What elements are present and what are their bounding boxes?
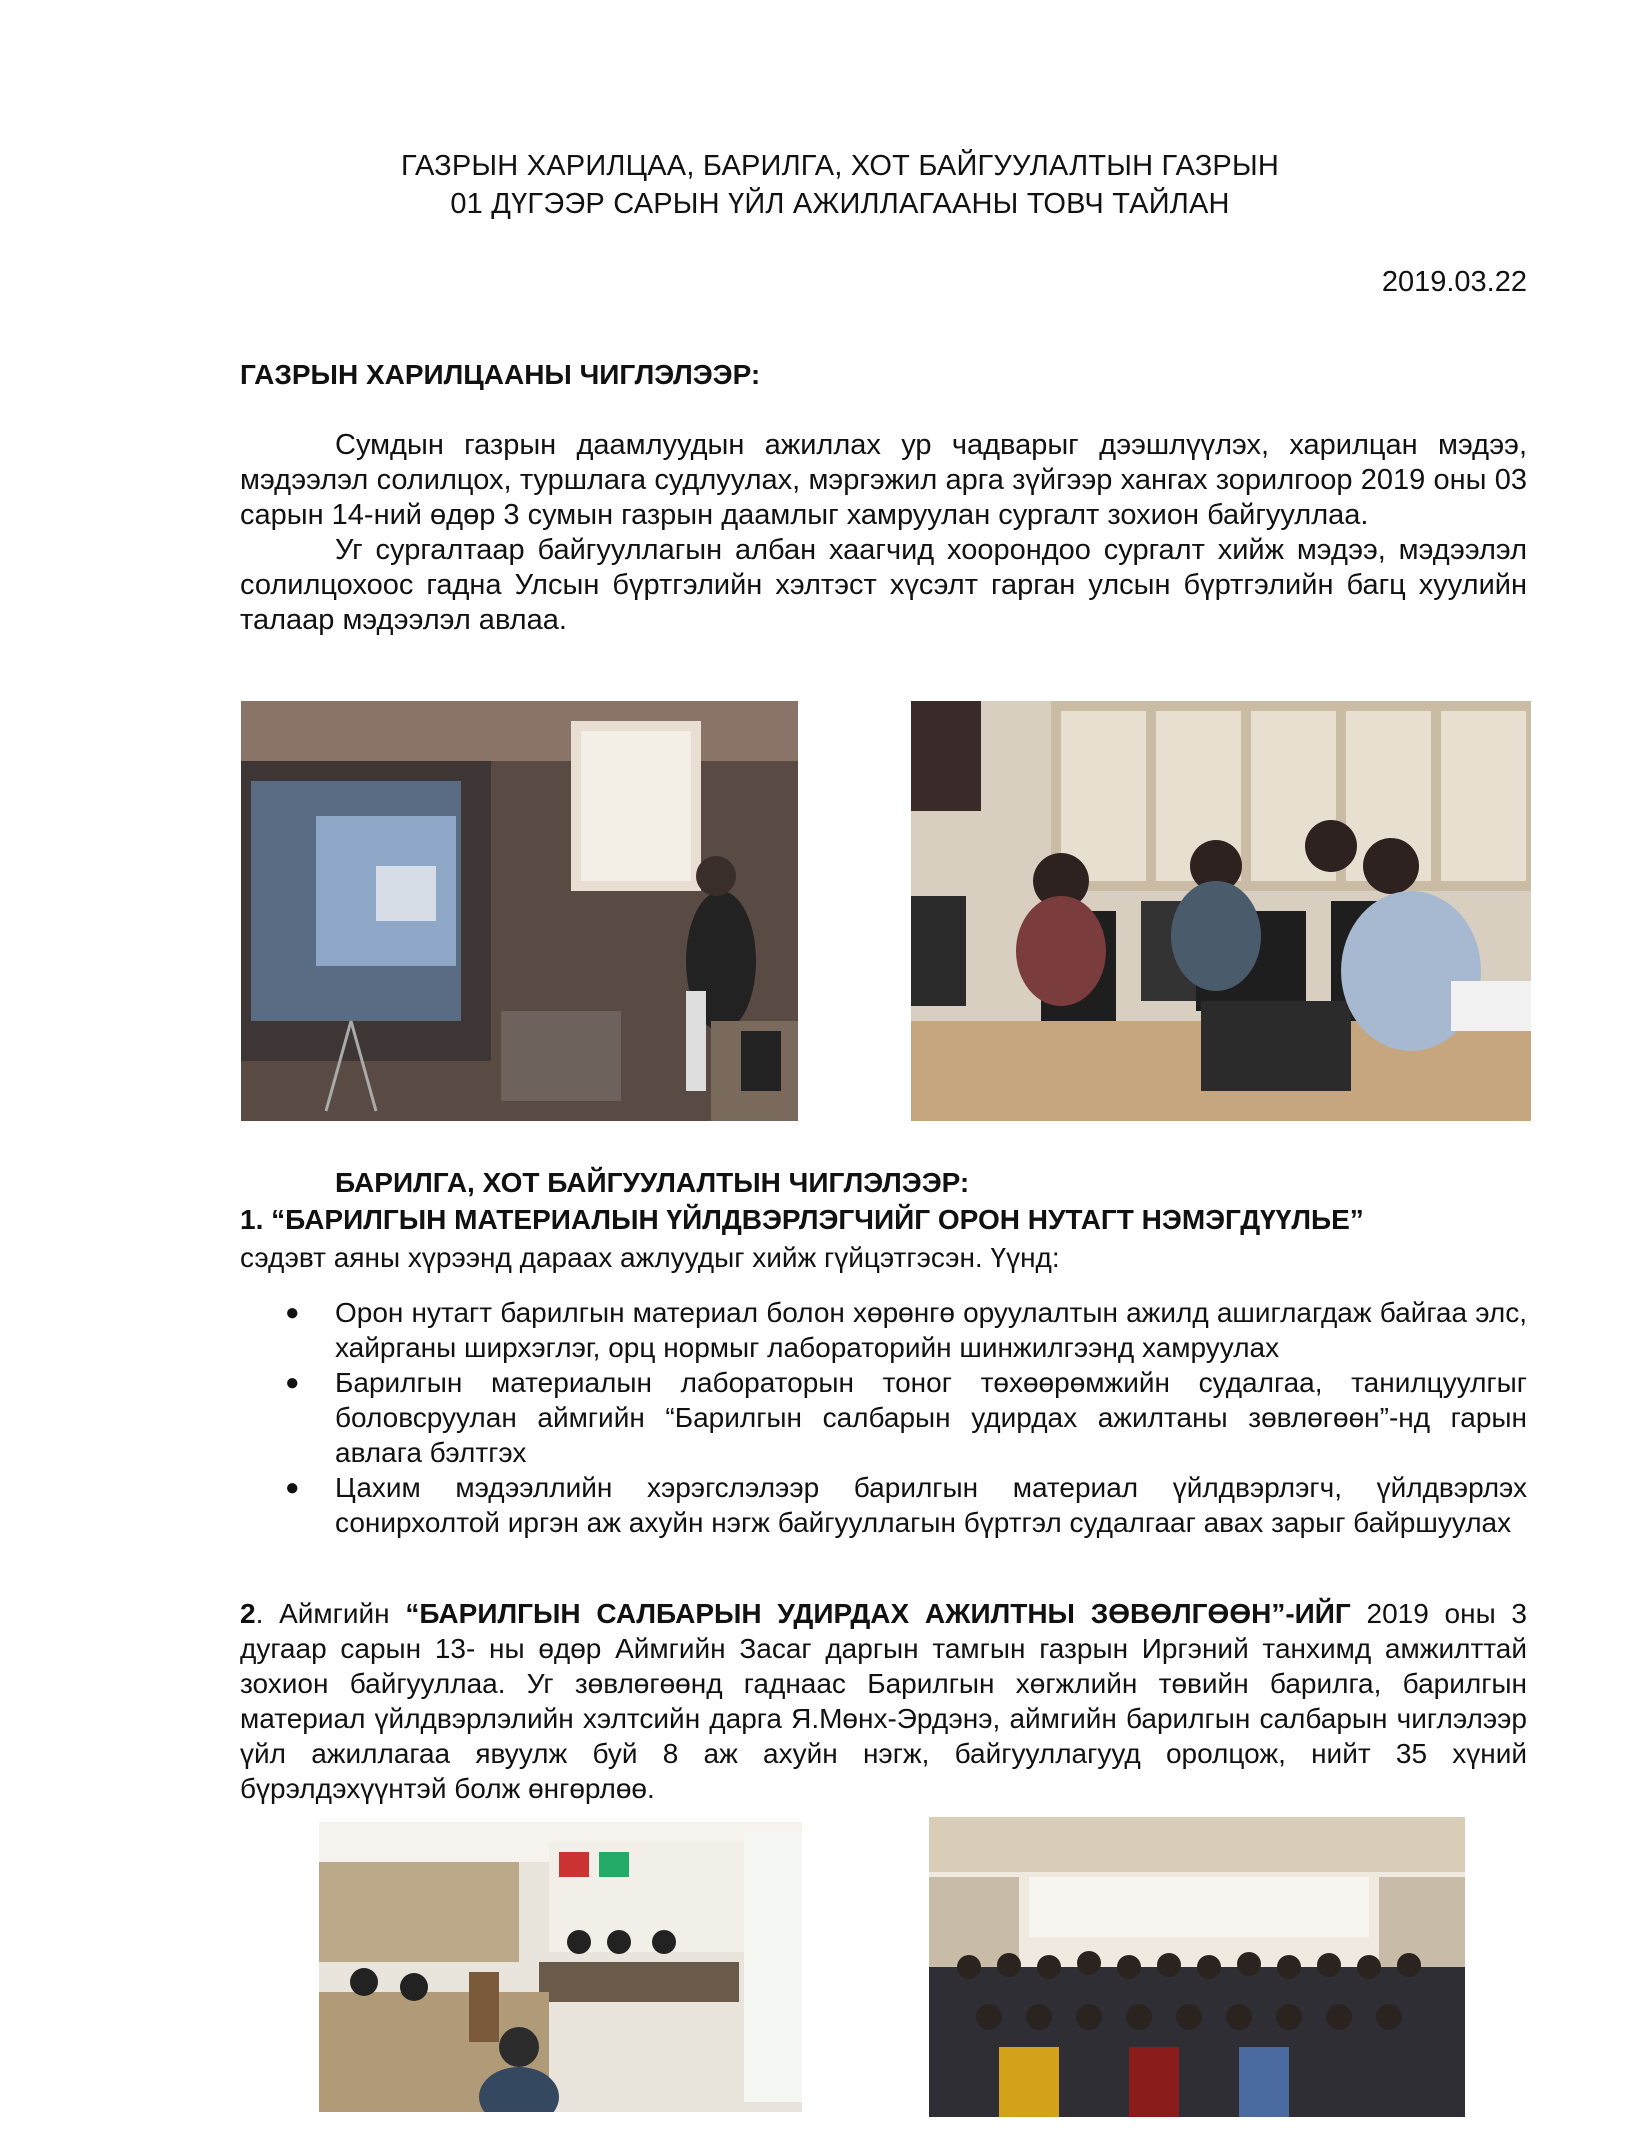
- item-1-title: 1. “БАРИЛГЫН МАТЕРИАЛЫН ҮЙЛДВЭРЛЭГЧИЙГ ОРОН НУТАГТ НЭМЭГДҮҮЛЬЕ”: [240, 1204, 1364, 1235]
- item-2-paragraph: [240, 1596, 1527, 1806]
- construction-section-heading: БАРИЛГА, ХОТ БАЙГУУЛАЛТЫН ЧИГЛЭЛЭЭР:: [335, 1167, 970, 1198]
- conference-hall-photo: [319, 1822, 802, 2112]
- item-2-number: 2: [240, 1598, 256, 1629]
- bullet-icon: ●: [285, 1369, 300, 1396]
- report-date: 2019.03.22: [1381, 266, 1527, 298]
- list-item: ● Орон нутагт барилгын материал болон хөрөнгө оруулалтын ажилд ашиглагдаж байгаа элс, хайрганы ширхэглэг, орц нормыг лабораторийн шинжилгээнд хамруулах: [285, 1297, 1527, 1363]
- bullet-icon: ●: [285, 1299, 300, 1326]
- item-2-prefix: . Аймгийн: [255, 1598, 406, 1629]
- computer-training-photo-icon: [911, 701, 1531, 1121]
- group-photo-icon: [929, 1817, 1465, 2117]
- conference-hall-photo-icon: [319, 1822, 802, 2112]
- list-item: ● Барилгын материалын лабораторын тоног төхөөрөмжийн судалгаа, танилцуулгыг боловсруулан аймгийн “Барилгын салбарын удирдах ажилтаны зөвлөгөөн”-нд гарын авлага бэлтгэх: [285, 1367, 1527, 1468]
- item-1-bullet-list: [240, 1295, 1527, 1540]
- computer-training-photo: [911, 701, 1531, 1121]
- report-title: [240, 147, 1440, 223]
- land-paragraph-1: Сумдын газрын даамлуудын ажиллах ур чадварыг дээшлүүлэх, харилцан мэдээ, мэдээлэл солилцох, туршлага судлуулах, мэргэжил арга зүйгээр хангах зорилгоор 2019 оны 03 сарын 14-ний өдөр 3 сумын газрын даамлыг хамруулан сургалт зохион байгууллаа.: [240, 429, 1527, 531]
- item-2-body: 2019 оны 3 дугаар сарын 13- ны өдөр Аймгийн Засаг даргын тамгын газрын Иргэний танхимд амжилттай зохион байгууллаа. Уг зөвлөгөөнд гаднаас Барилгын хөгжлийн төвийн барилга, барилгын материал үйлдвэрлэлийн хэлтсийн дарга Я.Мөнх-Эрдэнэ, аймгийн барилгын салбарын чиглэлээр үйл ажиллагаа явуулж буй 8 аж ахуйн нэгж, байгууллагууд оролцож, нийт 35 хүний бүрэлдэхүүнтэй болж өнгөрлөө.: [240, 1598, 1527, 1804]
- item-1-subtitle: сэдэвт аяны хүрээнд дараах ажлуудыг хийж гүйцэтгэсэн. Үүнд:: [240, 1242, 1060, 1273]
- land-paragraph-2: Уг сургалтаар байгууллагын албан хаагчид хоорондоо сургалт хийж мэдээ, мэдээлэл солилцохоос гадна Улсын бүртгэлийн хэлтэст хүсэлт гарган улсын бүртгэлийн багц хуулийн талаар мэдээлэл авлаа.: [240, 534, 1527, 636]
- group-photo: [929, 1817, 1465, 2117]
- bullet-icon: ●: [285, 1474, 300, 1501]
- presentation-photo-icon: [241, 701, 798, 1121]
- item-2-bold-title: “БАРИЛГЫН САЛБАРЫН УДИРДАХ АЖИЛТНЫ ЗӨВӨЛГӨӨН”-ИЙГ: [405, 1598, 1351, 1629]
- list-item: ● Цахим мэдээллийн хэрэгслэлээр барилгын материал үйлдвэрлэгч, үйлдвэрлэх сонирхолтой иргэн аж ахуйн нэгж байгууллагын бүртгэл судалгааг авах зарыг байршуулах: [285, 1472, 1527, 1538]
- land-section-heading: ГАЗРЫН ХАРИЛЦААНЫ ЧИГЛЭЛЭЭР:: [240, 359, 761, 390]
- title-line-2: 01 ДҮГЭЭР САРЫН ҮЙЛ АЖИЛЛАГААНЫ ТОВЧ ТАЙЛАН: [450, 188, 1230, 220]
- land-section-body: [240, 428, 1527, 638]
- title-line-1: ГАЗРЫН ХАРИЛЦАА, БАРИЛГА, ХОТ БАЙГУУЛАЛТЫН ГАЗРЫН: [400, 150, 1279, 182]
- presentation-photo: [241, 701, 798, 1121]
